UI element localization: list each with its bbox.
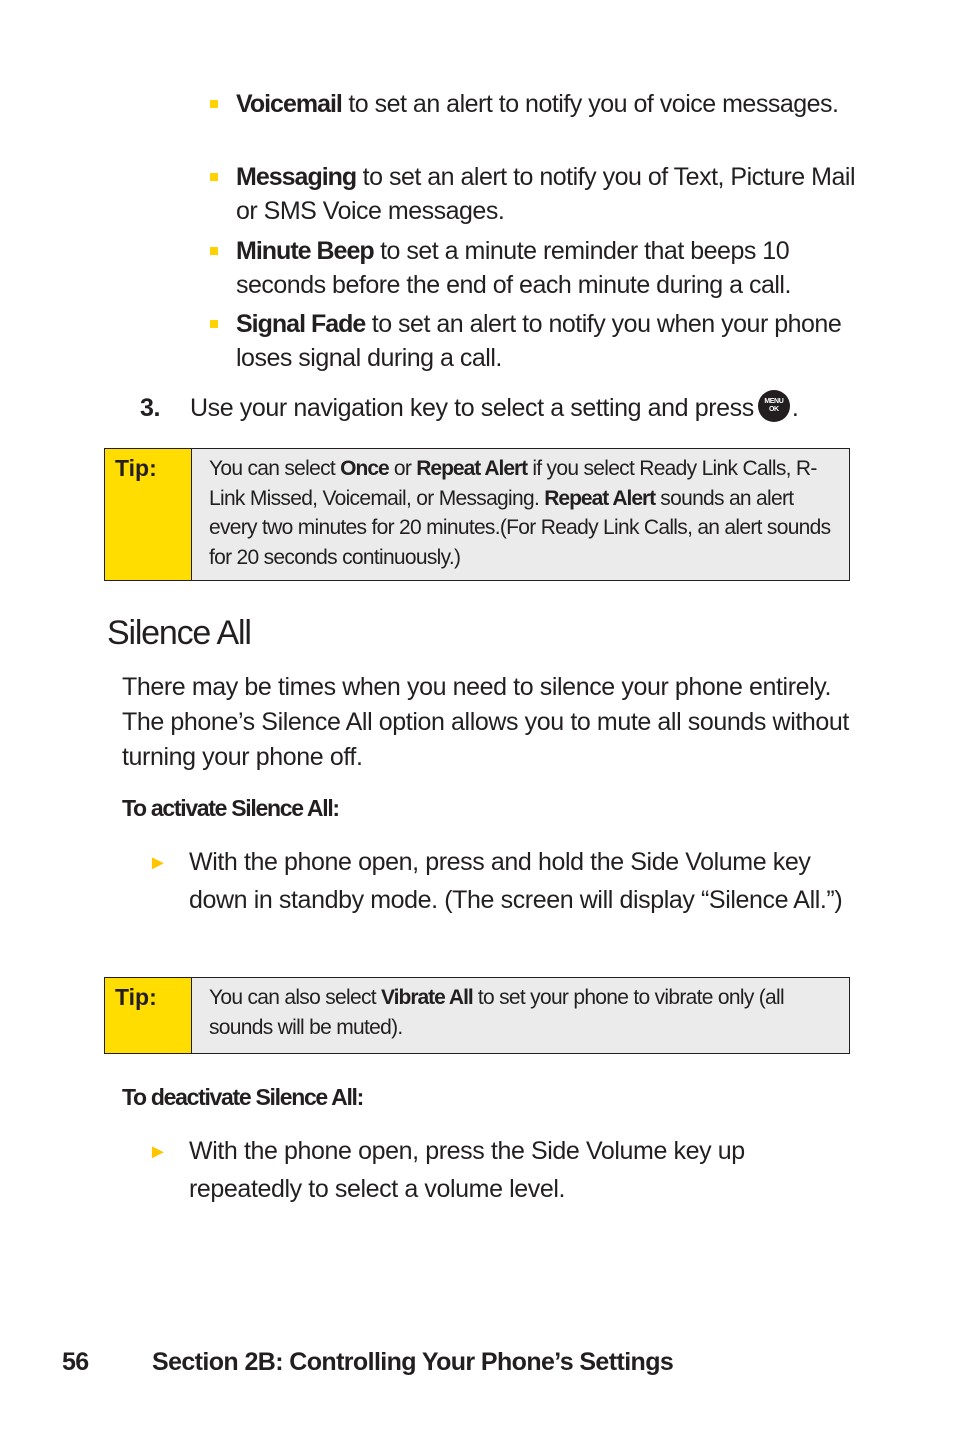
step-end: . [791,394,799,422]
bullet-term: Voicemail [236,90,342,118]
tip-term: Vibrate All [381,986,473,1009]
square-bullet-icon [210,100,218,108]
deactivate-step-text: With the phone open, press the Side Volume key up repeatedly to select a volume level. [189,1137,745,1203]
tip-term: Repeat Alert [544,486,656,510]
tip-label: Tip: [115,984,157,1010]
tip-text: You can also select [209,986,382,1009]
deactivate-subhead: To deactivate Silence All: [122,1084,364,1110]
bullet-desc: to set an alert to notify you when your phone loses signal during a call. [236,310,842,372]
tip-term: Repeat Alert [416,457,528,480]
activate-step [148,843,868,919]
tip-body [209,454,835,572]
bullet-messaging [210,160,860,228]
tip-text: to set your phone to vibrate only (all sounds will be muted). [209,986,784,1039]
bullet-term: Signal Fade [236,310,366,338]
tip-body [209,983,835,1042]
activate-subhead: To activate Silence All: [122,795,339,821]
bullet-desc: to set an alert to notify you of Text, Picture Mail or SMS Voice messages. [236,163,855,225]
tip-text: You can select [209,457,341,480]
bullet-minute-beep [210,234,870,302]
square-bullet-icon [210,173,218,181]
arrow-bullet-icon: ► [148,1141,168,1163]
bullet-voicemail [210,87,860,121]
tip-term: Once [340,457,389,480]
section-heading: Silence All [107,614,251,652]
bullet-desc: to set a minute reminder that beeps 10 seconds before the end of each minute during a call. [236,237,791,299]
menu-key-bottom: OK [769,406,779,414]
tip-label-panel [105,449,192,580]
tip-text: sounds an alert every two minutes for 20 minutes.(For Ready Link Calls, an alert sounds for 20 seconds continuously.) [209,486,831,569]
bullet-term: Minute Beep [236,237,374,265]
tip-text: or [388,457,417,480]
menu-ok-key-icon [758,390,790,422]
section-title: Section 2B: Controlling Your Phone’s Settings [152,1348,674,1376]
arrow-bullet-icon: ► [148,852,168,874]
bullet-term: Messaging [236,163,357,191]
tip-label: Tip: [115,455,157,481]
activate-step-text: With the phone open, press and hold the Side Volume key down in standby mode. (The screen will display “Silence All.”) [189,848,843,914]
tip-text: if you select Ready Link Calls, R-Link Missed, Voicemail, or Messaging. [209,457,817,510]
square-bullet-icon [210,320,218,328]
bullet-desc: to set an alert to notify you of voice messages. [341,90,839,118]
bullet-signal-fade [210,307,860,375]
menu-key-top: MENU [764,398,784,406]
step-text: Use your navigation key to select a setting and press [190,394,754,422]
page-number: 56 [62,1348,89,1376]
tip-box-alert [104,448,850,581]
deactivate-step [148,1132,808,1208]
step-number: 3. [140,394,161,422]
square-bullet-icon [210,247,218,255]
tip-label-panel [105,978,192,1053]
tip-box-vibrate [104,977,850,1054]
intro-paragraph: There may be times when you need to silence your phone entirely. The phone’s Silence All option allows you to mute all sounds without turning your phone off. [122,673,849,771]
